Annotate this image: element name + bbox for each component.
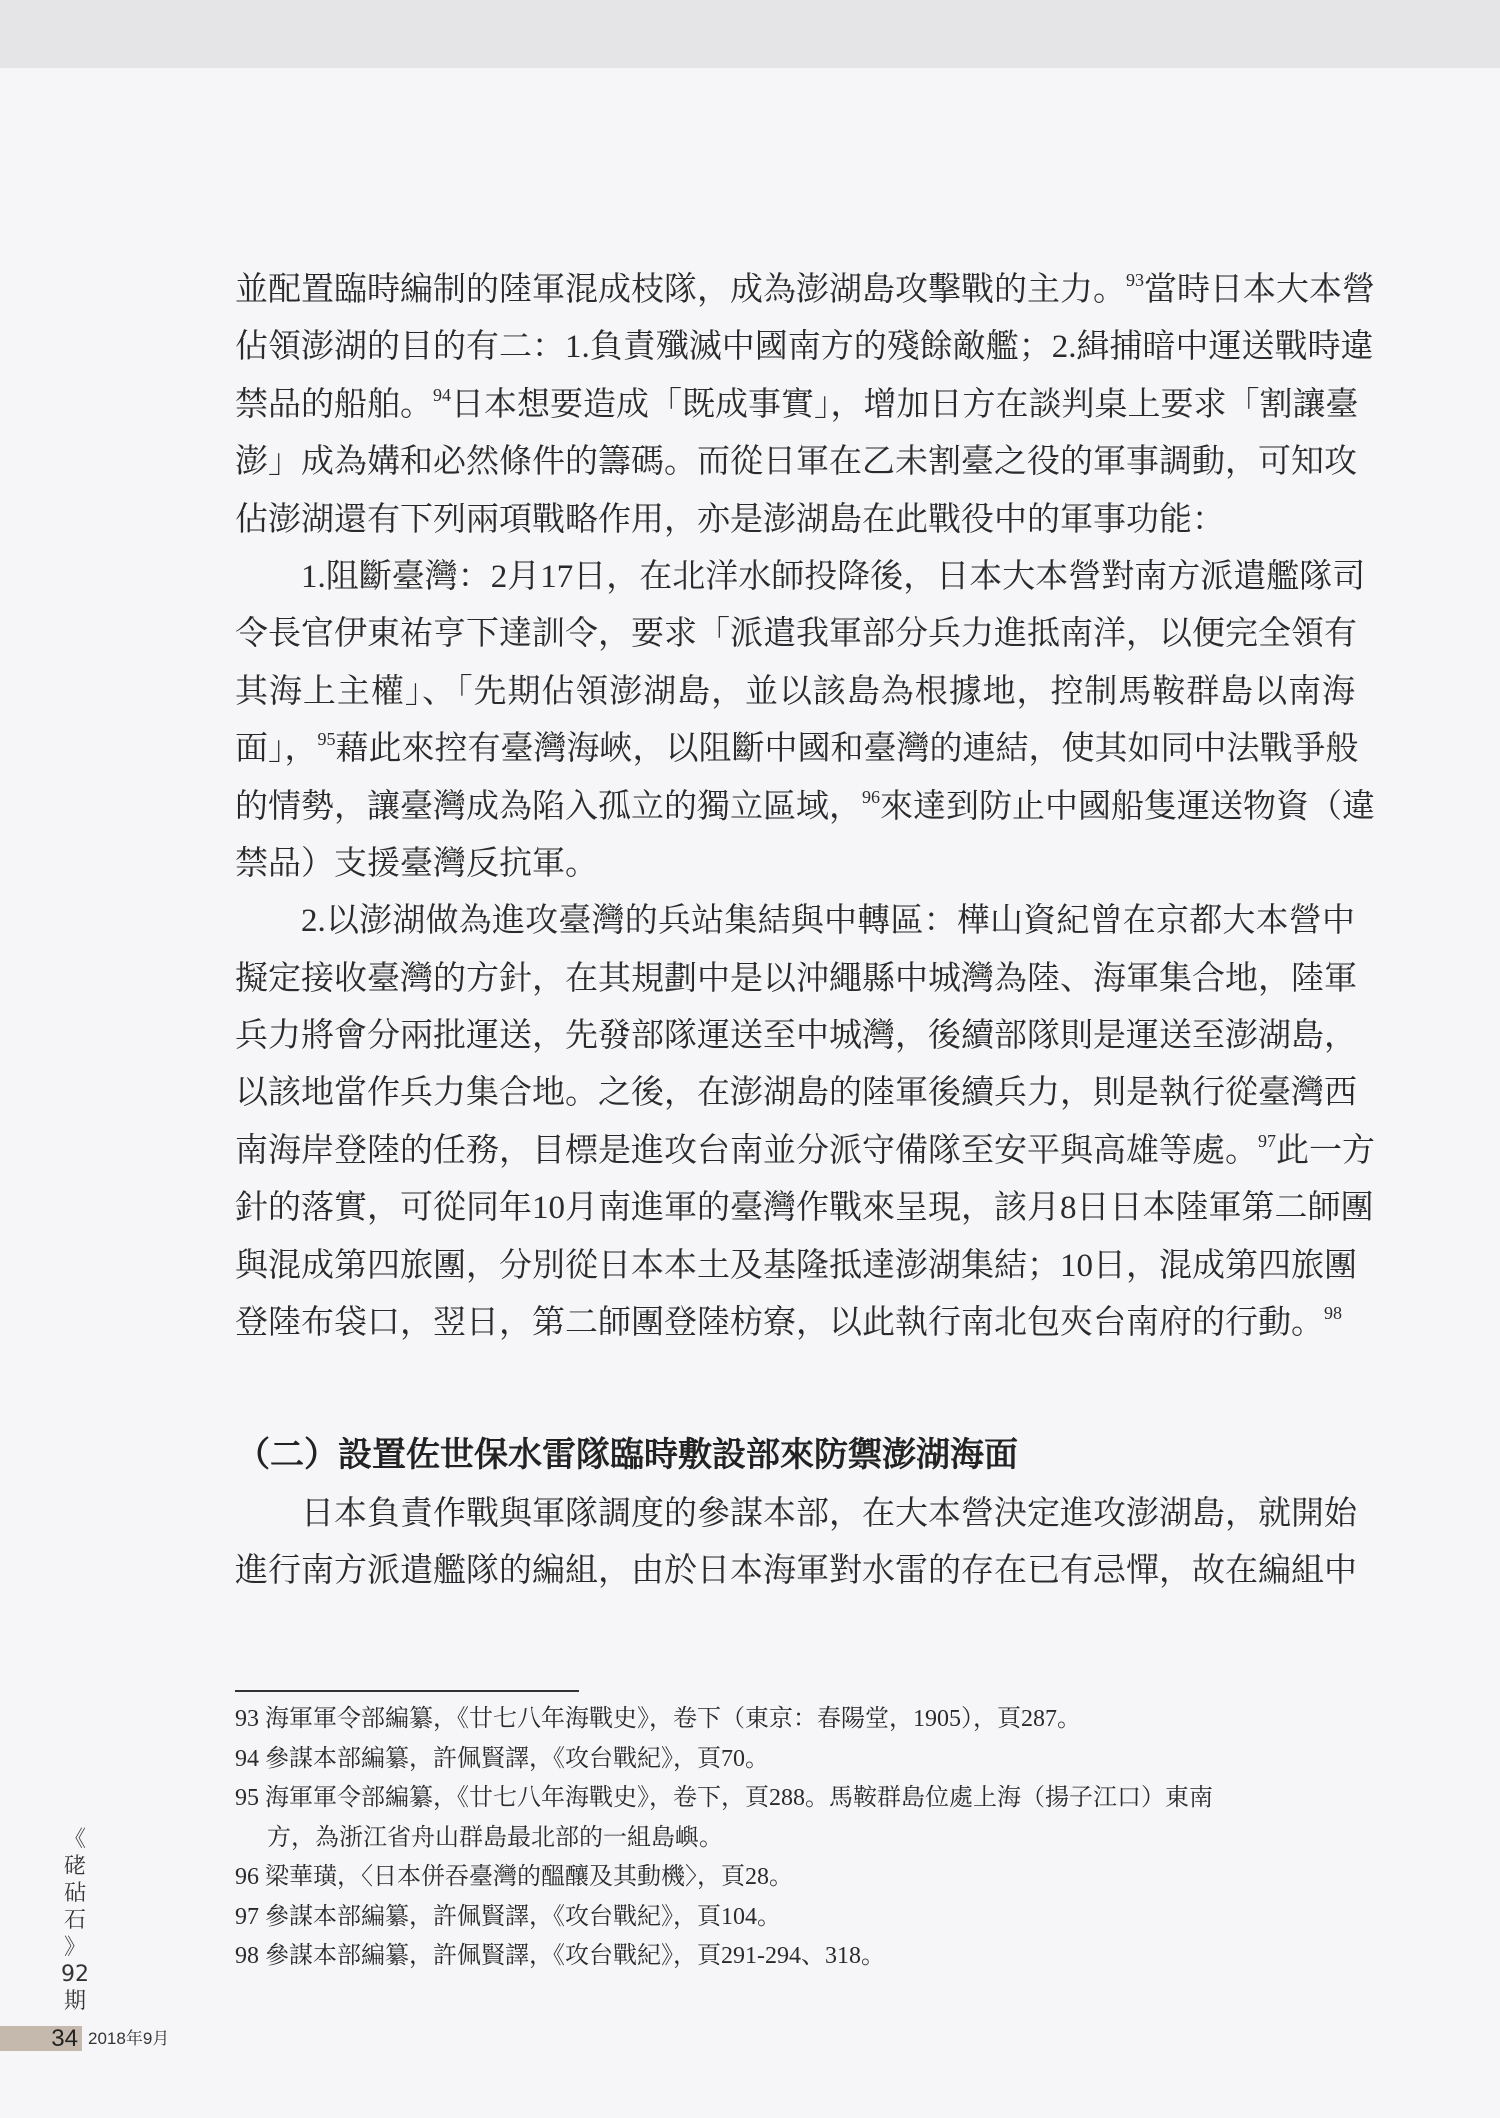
text-line (235, 492, 1355, 549)
text-line (235, 549, 1366, 606)
section-body-text (235, 1486, 1355, 1601)
footnote: 97 參謀本部編纂，許佩賢譯，《攻台戰紀》，頁104。 (235, 1903, 781, 1930)
text-run: 令長官伊東祐亨下達訓令，要求「派遣我軍部分兵力進抵南洋，以便完全領有 (235, 616, 1357, 653)
journal-title-char: 》 (63, 1935, 86, 1960)
text-line (235, 1008, 1355, 1065)
text-line (235, 951, 1355, 1008)
text-line (235, 319, 1374, 376)
text-line (235, 377, 1359, 434)
footnote: 94 參謀本部編纂，許佩賢譯，《攻台戰紀》，頁70。 (235, 1745, 769, 1772)
text-line (235, 1238, 1355, 1295)
text-run: 日本想要造成「既成事實」，增加日方在談判桌上要求「割讓臺 (451, 386, 1359, 423)
footnote: 方，為浙江省舟山群島最北部的一組島嶼。 (267, 1824, 723, 1851)
text-line (235, 1486, 1355, 1543)
journal-title-char: 硓 (63, 1854, 86, 1879)
text-line (235, 262, 1375, 319)
page-number: 34 (51, 2025, 78, 2052)
text-line (235, 434, 1355, 491)
text-line (235, 893, 1355, 950)
text-line (235, 664, 1355, 721)
text-run: 南海岸登陸的任務，目標是進攻台南並分派守備隊至安平與高雄等處。 (235, 1132, 1258, 1169)
footnote-ref[interactable]: 93 (1126, 270, 1144, 290)
section-heading: （二）設置佐世保水雷隊臨時敷設部來防禦澎湖海面 (236, 1435, 1018, 1475)
text-run: 以該地當作兵力集合地。之後，在澎湖島的陸軍後續兵力，則是執行從臺灣西 (235, 1075, 1357, 1112)
footnotes (235, 1700, 1355, 1977)
footnote: 95 海軍軍令部編纂，《廿七八年海戰史》，卷下，頁288。馬鞍群島位處上海（揚子江口）東南 (235, 1785, 1213, 1811)
footnote-ref[interactable]: 96 (862, 786, 880, 807)
text-run: 兵力將會分兩批運送，先發部隊運送至中城灣，後續部隊則是運送至澎湖島， (235, 1018, 1357, 1055)
text-run: 1.阻斷臺灣：2月17日，在北洋水師投降後，日本大本營對南方派遣艦隊司 (301, 558, 1366, 595)
footnote: 96 梁華璜，〈日本併吞臺灣的醞釀及其動機〉，頁28。 (235, 1864, 793, 1890)
journal-title-char: 石 (63, 1908, 86, 1933)
text-run: 當時日本大本營 (1144, 272, 1375, 308)
footnote-ref[interactable]: 94 (433, 384, 451, 405)
text-run: 此一方 (1276, 1132, 1375, 1169)
text-line (235, 1295, 1355, 1352)
text-line (235, 721, 1359, 778)
text-run: 禁品）支援臺灣反抗軍。 (235, 845, 598, 882)
footnote: 98 參謀本部編纂，許佩賢譯，《攻台戰紀》，頁291-294、318。 (235, 1943, 885, 1969)
text-run: 佔澎湖還有下列兩項戰略作用，亦是澎湖島在此戰役中的軍事功能： (235, 501, 1225, 538)
text-run: 佔領澎湖的目的有二：1.負責殲滅中國南方的殘餘敵艦；2.緝捕暗中運送戰時違 (235, 329, 1374, 366)
text-run: 禁品的船舶。 (235, 386, 433, 423)
text-run: 並配置臨時編制的陸軍混成枝隊，成為澎湖島攻擊戰的主力。 (235, 272, 1126, 308)
text-line (235, 1543, 1355, 1600)
scan-top-band (0, 0, 1500, 68)
text-run: 澎」成為媾和必然條件的籌碼。而從日軍在乙未割臺之役的軍事調動，可知攻 (235, 444, 1357, 481)
text-run: 的情勢，讓臺灣成為陷入孤立的獨立區域， (235, 788, 862, 825)
text-line (235, 779, 1375, 836)
text-run: 來達到防止中國船隻運送物資（違 (880, 788, 1375, 825)
text-line (235, 1180, 1374, 1237)
footnote: 93 海軍軍令部編纂，《廿七八年海戰史》，卷下（東京：春陽堂，1905），頁287。 (235, 1706, 1081, 1732)
journal-title-char: 砧 (63, 1881, 86, 1906)
text-run: 進行南方派遣艦隊的編組，由於日本海軍對水雷的存在已有忌憚，故在編組中 (235, 1553, 1357, 1590)
page-number-box (0, 2026, 82, 2051)
journal-title-vertical (56, 1826, 94, 2015)
text-run: 日本負責作戰與軍隊調度的參謀本部，在大本營決定進攻澎湖島，就開始 (301, 1496, 1357, 1532)
journal-title-char: 《 (63, 1827, 86, 1852)
text-run: 登陸布袋口，翌日，第二師團登陸枋寮，以此執行南北包夾台南府的行動。 (235, 1305, 1324, 1342)
text-run: 擬定接收臺灣的方針，在其規劃中是以沖繩縣中城灣為陸、海軍集合地，陸軍 (235, 960, 1357, 997)
journal-title-char: 92 (61, 1962, 89, 1987)
footnote-ref[interactable]: 97 (1258, 1130, 1276, 1151)
text-run: 藉此來控有臺灣海峽，以阻斷中國和臺灣的連結，使其如同中法戰爭般 (335, 731, 1359, 768)
journal-title-char: 期 (63, 1989, 86, 2014)
issue-date: 2018年9月 (88, 2029, 170, 2048)
text-run: 面」， (235, 731, 318, 768)
text-line (235, 1123, 1375, 1180)
footnote-ref[interactable]: 95 (317, 729, 336, 750)
body-text (235, 262, 1375, 1352)
text-run: 2.以澎湖做為進攻臺灣的兵站集結與中轉區：樺山資紀曾在京都大本營中 (301, 903, 1355, 940)
text-run: 針的落實，可從同年10月南進軍的臺灣作戰來呈現，該月8日日本陸軍第二師團 (235, 1190, 1374, 1227)
footnote-ref[interactable]: 98 (1324, 1303, 1342, 1324)
text-line (235, 606, 1355, 663)
footnote-divider (235, 1690, 579, 1692)
text-line (235, 836, 1355, 893)
text-run: 與混成第四旅團，分別從日本本土及基隆抵達澎湖集結；10日，混成第四旅團 (235, 1247, 1357, 1284)
text-line (235, 1065, 1355, 1122)
text-run: 其海上主權」、「先期佔領澎湖島，並以該島為根據地，控制馬鞍群島以南海 (235, 673, 1355, 710)
